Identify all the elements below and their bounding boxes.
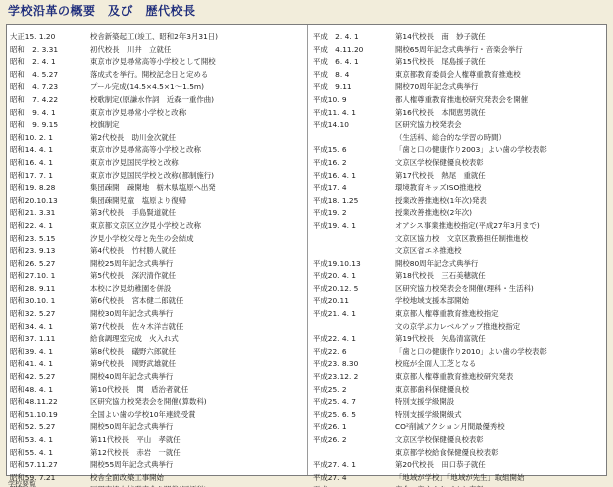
history-row <box>10 207 304 220</box>
page-title: 学校沿革の概要 及び 歴代校長 <box>8 4 196 18</box>
row-text: 第19代校長 矢島清富就任 <box>395 334 486 344</box>
row-text: 東京都人権尊重教育推進校研究発表 <box>395 372 514 382</box>
row-text: 開校55周年記念式典挙行 <box>90 460 174 470</box>
row-date: 平成 9.11 <box>313 82 352 92</box>
history-row <box>10 447 304 460</box>
row-date: 昭和 4. 5.27 <box>10 69 59 79</box>
row-text: 第3代校長 手島賢道就任 <box>90 208 177 218</box>
history-row <box>10 472 304 485</box>
history-row <box>10 396 304 409</box>
row-text: 開校80周年記念式典挙行 <box>395 258 479 268</box>
row-text: 東京都教育委員会人権尊重教育推進校 <box>395 69 521 79</box>
row-text: 第16代校長 本間恵男就任 <box>395 107 486 117</box>
row-date: 昭和20.10.13 <box>10 195 58 205</box>
history-row <box>313 421 605 434</box>
history-row <box>10 157 304 170</box>
history-row <box>313 107 605 120</box>
row-text: 校庭が全面人工芝となる <box>395 359 477 369</box>
history-row <box>313 233 605 246</box>
row-date: 昭和53. 4. 1 <box>10 435 53 444</box>
row-date: 平成23.12. 2 <box>313 372 359 382</box>
row-text: 第9代校長 岡野武雄就任 <box>90 359 177 369</box>
row-date <box>313 245 395 258</box>
history-row <box>10 459 304 472</box>
row-date: 平成25. 4. 7 <box>313 397 356 407</box>
history-row <box>313 321 605 334</box>
history-row <box>10 308 304 321</box>
row-text: 汐見小学校父母と先生の会結成 <box>90 233 194 243</box>
row-date: 昭和14. 4. 1 <box>10 145 53 155</box>
row-date: 平成27. 4. 1 <box>313 460 356 470</box>
row-date: 平成18. 1.25 <box>313 195 359 205</box>
row-date: 昭和52. 5.27 <box>10 422 56 432</box>
history-row <box>10 421 304 434</box>
row-date: 昭和48.11.22 <box>10 397 58 407</box>
row-text: 第11代校長 平山 孝就任 <box>90 435 181 444</box>
row-date: 昭和21. 3.31 <box>10 208 56 218</box>
row-date: 昭和32. 5.27 <box>10 309 56 319</box>
history-row <box>313 31 605 44</box>
row-text: 校歌制定(原謙水作詞 近森一重作曲) <box>90 94 215 104</box>
row-date: 平成10. 9 <box>313 94 347 104</box>
row-date: 昭和28. 9.11 <box>10 283 56 293</box>
row-text: 授業改善推進校(1年次)発表 <box>395 195 487 205</box>
row-text: 学校地域支援本部開始 <box>395 296 469 306</box>
row-text: 東京市汐見尋常小学校と改称 <box>90 107 187 117</box>
column-divider <box>307 25 308 475</box>
row-text: 東京市汐見国民学校と改称 <box>90 157 179 167</box>
row-text: 東京都学校給食保健優良校表彰 <box>395 447 499 457</box>
history-row <box>10 233 304 246</box>
history-row <box>10 245 304 258</box>
history-row <box>10 182 304 195</box>
row-text: 都人権尊重教育推進校研究発表会を開催 <box>395 94 529 104</box>
history-row <box>10 69 304 82</box>
row-date: 平成22. 4. 1 <box>313 334 356 344</box>
history-row <box>10 434 304 447</box>
history-row <box>10 384 304 397</box>
row-text: 校舎新築起工(竣工、昭和2年3月31日) <box>90 32 219 41</box>
row-date: 平成20.12. 5 <box>313 283 359 293</box>
history-row <box>10 346 304 359</box>
row-text: 文京区学校保健優良校表彰 <box>395 435 484 444</box>
history-row <box>313 182 605 195</box>
row-date: 平成 4.11.20 <box>313 44 364 54</box>
history-row <box>10 220 304 233</box>
row-text: 授業改善推進校(2年次) <box>395 208 472 218</box>
row-text: 区研究協力校発表会を開催(算数科) <box>90 397 207 407</box>
row-text: 東京都歯科保健優良校 <box>395 384 469 394</box>
row-date: 昭和55. 4. 1 <box>10 447 53 457</box>
history-row <box>313 396 605 409</box>
history-row <box>313 409 605 422</box>
row-text: 東京市汐見尋常高等小学校として開校 <box>90 57 216 67</box>
row-date: 平成21. 4. 1 <box>313 309 356 319</box>
row-text: 東京市汐見尋常高等小学校と改称 <box>90 145 201 155</box>
row-date: 昭和 9. 9.15 <box>10 120 59 130</box>
row-date <box>313 233 395 246</box>
history-row <box>10 371 304 384</box>
history-row <box>313 447 605 460</box>
row-date: 昭和39. 4. 1 <box>10 346 53 356</box>
row-text: 第17代校長 熱尾 重就任 <box>395 170 486 180</box>
row-text: 「地域が学校」「地域が先生」取組開始 <box>395 472 525 482</box>
row-text: 第18代校長 三石美穂就任 <box>395 271 486 281</box>
row-text: 文の京学ぶ力レベルアップ推進校指定 <box>395 321 521 331</box>
row-text: 区研究協力校発表会を開催(理科・生活科) <box>395 283 534 293</box>
history-row <box>10 270 304 283</box>
history-row <box>313 333 605 346</box>
row-text: 東京市汐見国民学校と改称(都制施行) <box>90 170 215 180</box>
row-date: 昭和41. 4. 1 <box>10 359 53 369</box>
row-text: 第12代校長 赤岩 一就任 <box>90 447 181 457</box>
row-text: 開校40周年記念式典挙行 <box>90 372 174 382</box>
row-text: 第6代校長 宮本健二郎就任 <box>90 296 184 306</box>
history-row <box>10 31 304 44</box>
row-date: 平成 2. 4. 1 <box>313 32 359 41</box>
row-date <box>313 447 395 460</box>
history-row <box>10 44 304 57</box>
row-date: 昭和 2. 4. 1 <box>10 57 56 67</box>
row-date: 平成25. 2 <box>313 384 347 394</box>
row-date: 平成16. 4. 1 <box>313 170 356 180</box>
row-text: CO²削減アクション月間最優秀校 <box>395 422 505 432</box>
row-text: 「歯と口の健康作り2003」よい歯の学校表彰 <box>395 145 547 155</box>
row-text: 第15代校長 尾島援子就任 <box>395 57 486 67</box>
row-text: 区研究協力校発表会 <box>395 120 462 130</box>
row-date: 昭和57.11.27 <box>10 460 58 470</box>
row-date <box>313 132 395 145</box>
row-date: 平成11. 4. 1 <box>313 107 356 117</box>
history-row <box>313 119 605 132</box>
row-text: 第10代校長 関 盾治者就任 <box>90 384 189 394</box>
history-row <box>313 358 605 371</box>
history-row <box>10 195 304 208</box>
right-column <box>313 31 605 487</box>
row-text: 開校25周年記念式典挙行 <box>90 258 174 268</box>
row-date: 平成26. 2 <box>313 435 347 444</box>
row-text: 開校30周年記念式典挙行 <box>90 309 174 319</box>
row-date: 平成19.10.13 <box>313 258 361 268</box>
row-date: 平成14.10 <box>313 120 349 130</box>
row-text: 本校に汐見幼稚園を併設 <box>90 283 172 293</box>
row-date: 昭和 4. 7.23 <box>10 82 59 92</box>
history-row <box>10 132 304 145</box>
row-text: 落成式を挙行。開校記念日と定める <box>90 69 209 79</box>
row-text: 文京区学校保健優良校表彰 <box>395 157 484 167</box>
row-text: 第14代校長 南 妙子就任 <box>395 32 486 41</box>
row-date: 昭和59. 7.21 <box>10 472 56 482</box>
row-text: 集団疎開児童 塩原より復帰 <box>90 195 187 205</box>
history-row <box>10 81 304 94</box>
history-row <box>313 157 605 170</box>
row-date: 昭和26. 5.27 <box>10 258 56 268</box>
history-row <box>313 270 605 283</box>
row-date: 平成20.11 <box>313 296 349 306</box>
row-text: （生活科、総合的な学習の時間） <box>395 132 506 142</box>
history-row <box>313 434 605 447</box>
history-row <box>10 56 304 69</box>
row-text: 特別支援学級開級式 <box>395 409 462 419</box>
history-row <box>313 258 605 271</box>
history-row <box>313 371 605 384</box>
history-row <box>313 44 605 57</box>
history-row <box>313 69 605 82</box>
row-text: 東京都人権尊重教育推進校指定 <box>395 309 499 319</box>
row-date: 平成23. 8.30 <box>313 359 359 369</box>
row-text: 第8代校長 礒野六郎就任 <box>90 346 177 356</box>
row-date: 昭和10. 2. 1 <box>10 132 53 142</box>
row-date: 平成 6. 4. 1 <box>313 57 359 67</box>
row-text: 「歯と口の健康作り2010」よい歯の学校表彰 <box>395 346 547 356</box>
row-text: 第2代校長 助川金次就任 <box>90 132 177 142</box>
row-date: 昭和37. 1.11 <box>10 334 56 344</box>
history-row <box>313 346 605 359</box>
row-text: 給食調理室完成 火入れ式 <box>90 334 179 344</box>
history-row <box>10 170 304 183</box>
row-text: 第7代校長 佐々木洋吉就任 <box>90 321 184 331</box>
history-row <box>313 94 605 107</box>
history-row <box>313 472 605 485</box>
row-text: 東京都文京区立汐見小学校と改称 <box>90 220 201 230</box>
row-date: 昭和 2. 3.31 <box>10 44 59 54</box>
history-row <box>10 107 304 120</box>
row-text: 第5代校長 深沢清作就任 <box>90 271 177 281</box>
row-date: 平成19. 2 <box>313 208 347 218</box>
history-row <box>313 245 605 258</box>
history-table <box>6 24 607 482</box>
history-row <box>10 295 304 308</box>
history-row <box>10 333 304 346</box>
row-date: 昭和16. 4. 1 <box>10 157 53 167</box>
row-text: 集団疎開 疎開地 栃木県塩原へ出発 <box>90 183 216 193</box>
history-row <box>313 195 605 208</box>
history-row <box>313 283 605 296</box>
row-text: 特別支援学級開設 <box>395 397 455 407</box>
footer-text: 学校要覧 <box>8 480 36 487</box>
row-date: 昭和22. 4. 1 <box>10 220 53 230</box>
history-row <box>10 321 304 334</box>
history-row <box>10 283 304 296</box>
history-row <box>313 144 605 157</box>
history-row <box>313 220 605 233</box>
row-text: 開校50周年記念式典挙行 <box>90 422 174 432</box>
history-row <box>313 132 605 145</box>
row-date: 昭和48. 4. 1 <box>10 384 53 394</box>
row-text: 校舎全面改築工事開始 <box>90 472 164 482</box>
row-date: 大正15. 1.20 <box>10 32 56 41</box>
row-date: 昭和34. 4. 1 <box>10 321 53 331</box>
row-text: 文京区省エネ推進校 <box>395 246 462 256</box>
row-text: 初代校長 川井 立就任 <box>90 44 172 54</box>
history-row <box>313 459 605 472</box>
row-date: 平成 8. 4 <box>313 69 350 79</box>
history-row <box>313 81 605 94</box>
left-column <box>10 31 304 487</box>
row-date: 昭和 9. 4. 1 <box>10 107 56 117</box>
history-row <box>313 384 605 397</box>
row-date: 昭和27.10. 1 <box>10 271 56 281</box>
row-date: 平成26. 1 <box>313 422 347 432</box>
row-text: 環境教育キッズISO推進校 <box>395 183 482 193</box>
history-row <box>313 207 605 220</box>
row-text: プール完成(14.5×4.5×1～1.5m) <box>90 82 204 92</box>
row-date: 平成27. 4 <box>313 472 347 482</box>
row-text: 第4代校長 竹村勝人就任 <box>90 246 177 256</box>
row-date: 平成22. 6 <box>313 346 347 356</box>
row-date: 昭和51.10.19 <box>10 409 58 419</box>
row-date: 平成15. 6 <box>313 145 347 155</box>
history-row <box>10 144 304 157</box>
row-date: 昭和19. 8.28 <box>10 183 56 193</box>
row-text: 開校65周年記念式典挙行・音楽会挙行 <box>395 44 523 54</box>
history-row <box>313 295 605 308</box>
row-date: 平成20. 4. 1 <box>313 271 356 281</box>
history-row <box>10 258 304 271</box>
history-row <box>313 308 605 321</box>
history-row <box>10 119 304 132</box>
row-text: 第20代校長 田口恭子就任 <box>395 460 486 470</box>
row-text: オアシス事業推進校指定(平成27年3月まで) <box>395 220 540 230</box>
history-row <box>10 409 304 422</box>
history-row <box>10 94 304 107</box>
row-date: 平成25. 6. 5 <box>313 409 356 419</box>
row-date: 平成16. 2 <box>313 157 347 167</box>
row-date: 昭和17. 7. 1 <box>10 170 53 180</box>
row-date: 平成17. 4 <box>313 183 347 193</box>
row-date: 昭和42. 5.27 <box>10 372 56 382</box>
row-text: 全国よい歯の学校10年連続受賞 <box>90 409 196 419</box>
row-text: 開校70周年記念式典挙行 <box>395 82 479 92</box>
row-date: 昭和 7. 4.22 <box>10 94 59 104</box>
row-date <box>313 321 395 334</box>
row-date: 昭和23. 9.13 <box>10 246 56 256</box>
row-text: 文京区協力校 文京区教務担任制推進校 <box>395 233 529 243</box>
history-row <box>313 170 605 183</box>
history-row <box>10 358 304 371</box>
row-date: 平成19. 4. 1 <box>313 220 356 230</box>
history-row <box>313 56 605 69</box>
row-date: 昭和30.10. 1 <box>10 296 56 306</box>
row-text: 校旗制定 <box>90 120 120 130</box>
row-date: 昭和23. 5.15 <box>10 233 56 243</box>
